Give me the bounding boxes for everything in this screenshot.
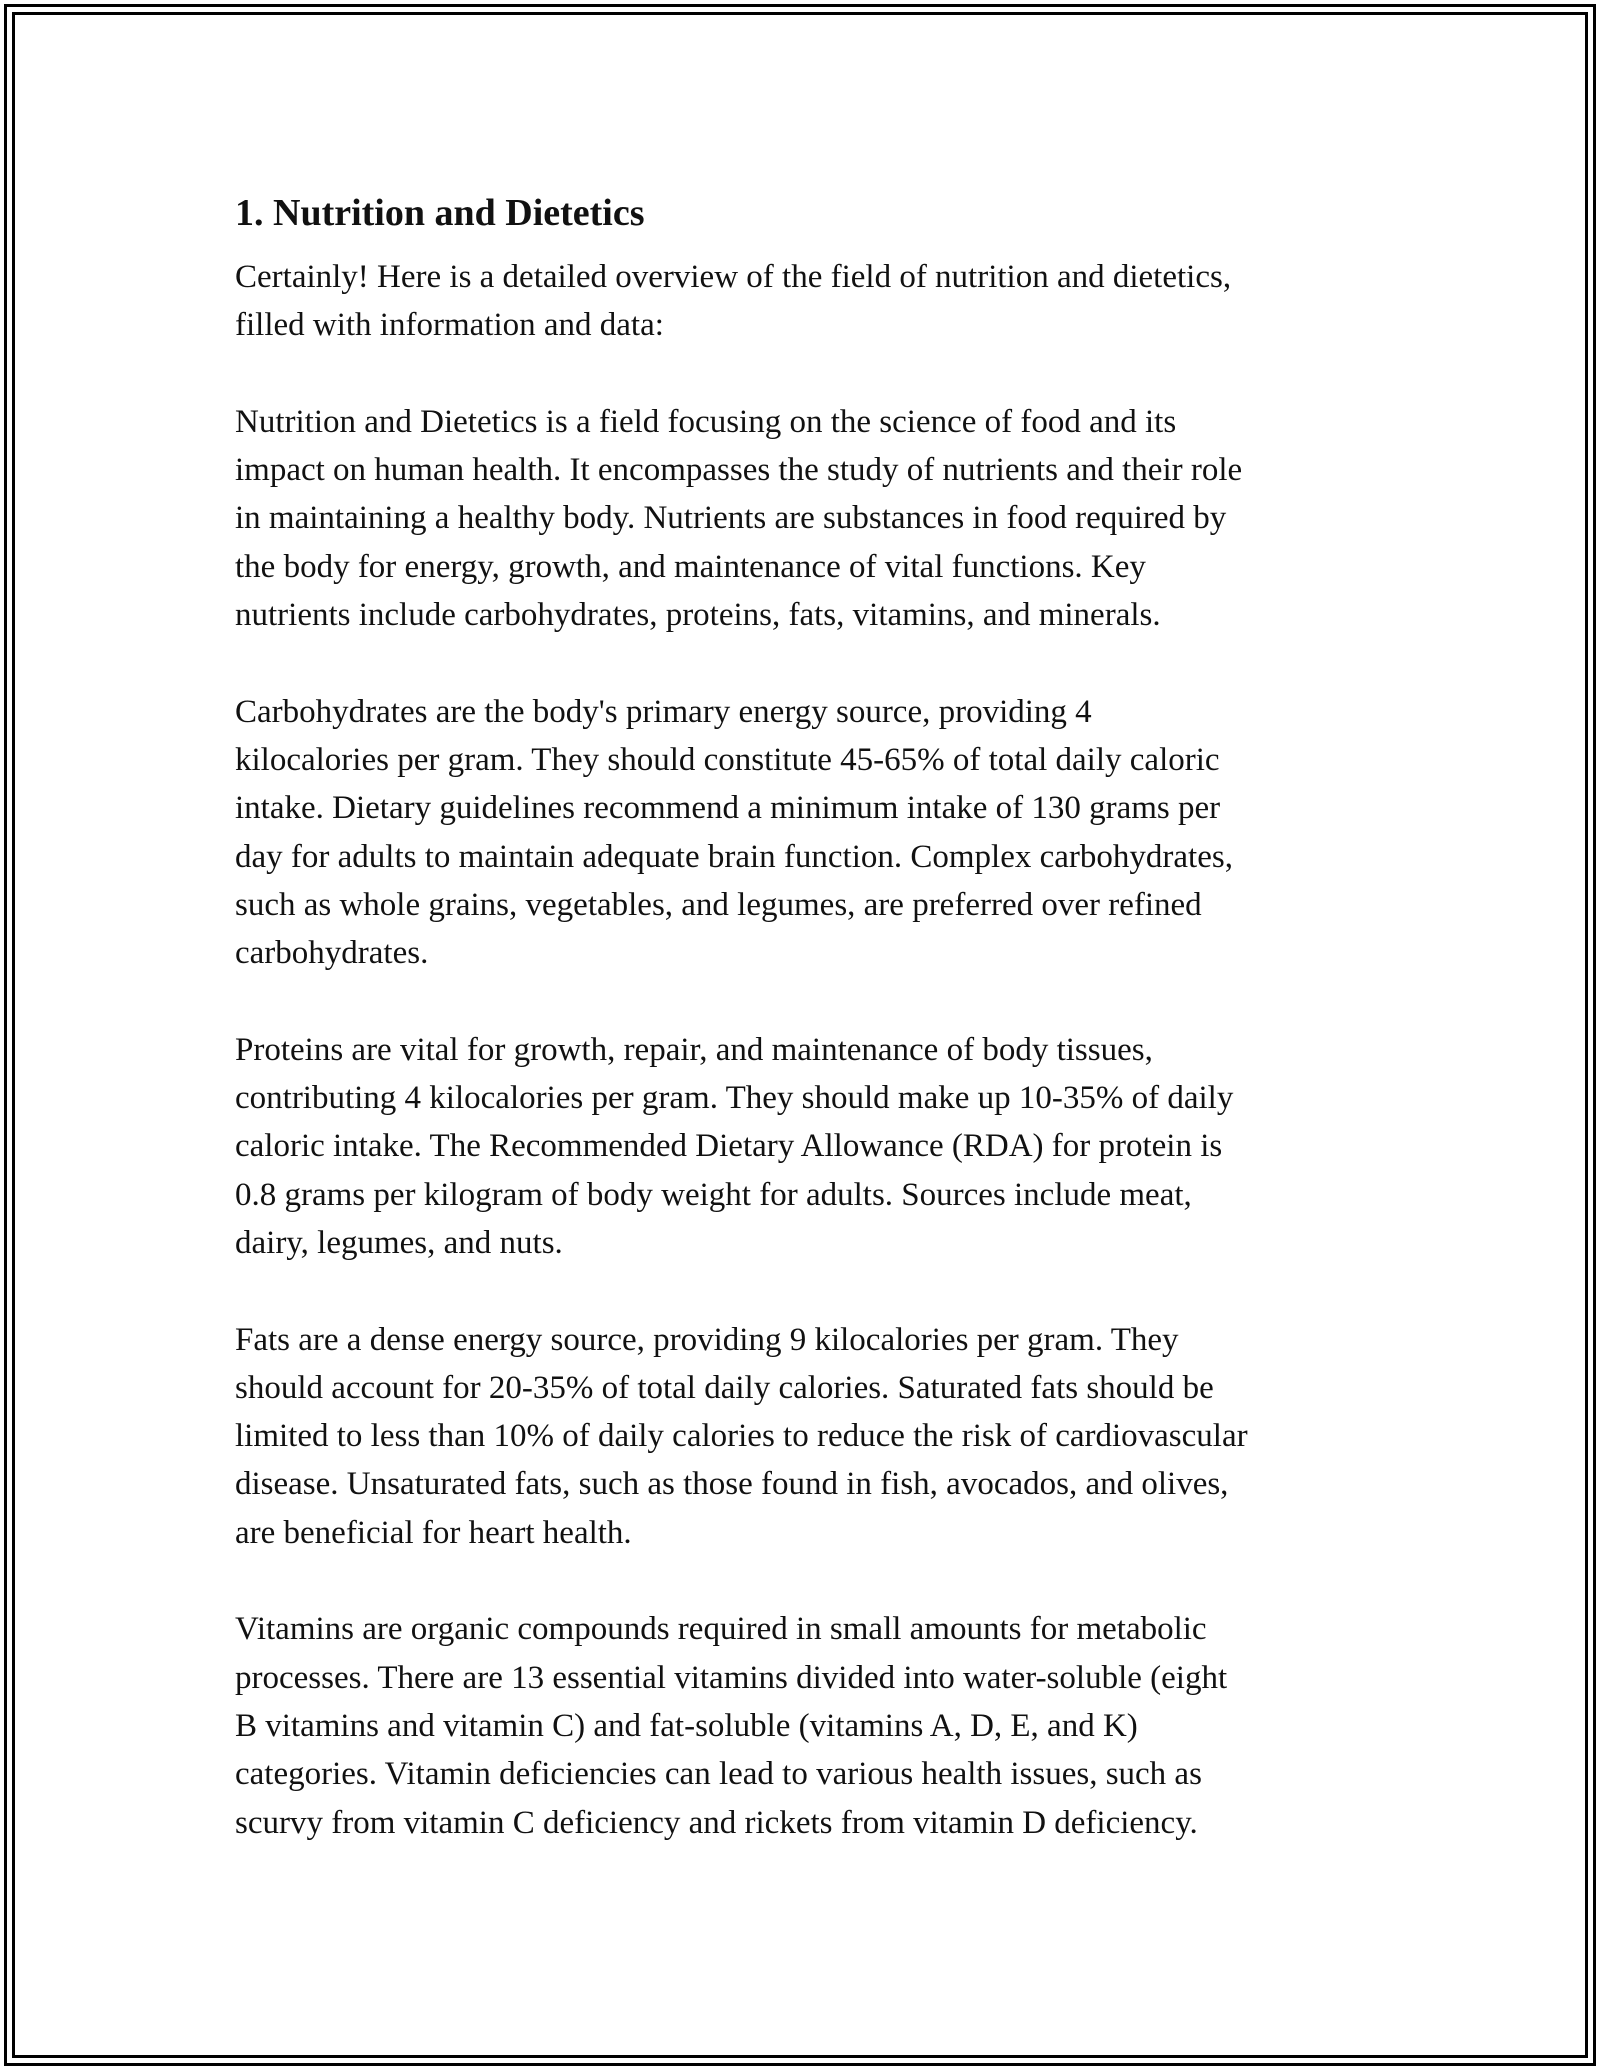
fats-paragraph: Fats are a dense energy source, providing 9 kilocalories per gram. They should account for 20-35% of total daily calories. Saturated fats should be limited to less than 10% of daily calories to reduce the risk of cardiovascular disease. Unsaturated fats, such as those found in fish, avocados, and olives, are beneficial for heart health. <box>235 1321 1248 1551</box>
intro-paragraph: Certainly! Here is a detailed overview of the field of nutrition and dietetics, filled with information and data: <box>235 259 1232 344</box>
overview-paragraph: Nutrition and Dietetics is a field focusing on the science of food and its impact on human health. It encompasses the study of nutrients and their role in maintaining a healthy body. Nutrients are substances in food required by the body for energy, growth, and maintenance of vital functions. Key nutrients include carbohydrates, proteins, fats, vitamins, and minerals. <box>235 403 1243 634</box>
section-heading: 1. Nutrition and Dietetics <box>235 192 645 234</box>
carbohydrates-paragraph: Carbohydrates are the body's primary energy source, providing 4 kilocalories per gram. They should constitute 45-65% of total daily caloric intake. Dietary guidelines recommend a minimum intake of 130 grams per day for adults to maintain adequate brain function. Complex carbohydrates, such as whole grains, vegetables, and legumes, are preferred over refined carbohydrates. <box>235 693 1233 972</box>
document-body <box>235 185 1375 1895</box>
vitamins-paragraph: Vitamins are organic compounds required in small amounts for metabolic processes. There are 13 essential vitamins divided into water-soluble (eight B vitamins and vitamin C) and fat-soluble (vitamins A, D, E, and K) categories. Vitamin deficiencies can lead to various health issues, such as scurvy from vitamin C deficiency and rickets from vitamin D deficiency. <box>235 1611 1228 1841</box>
proteins-paragraph: Proteins are vital for growth, repair, and maintenance of body tissues, contributing 4 kilocalories per gram. They should make up 10-35% of daily caloric intake. The Recommended Dietary Allowance (RDA) for protein is 0.8 grams per kilogram of body weight for adults. Sources include meat, dairy, legumes, and nuts. <box>235 1031 1234 1261</box>
